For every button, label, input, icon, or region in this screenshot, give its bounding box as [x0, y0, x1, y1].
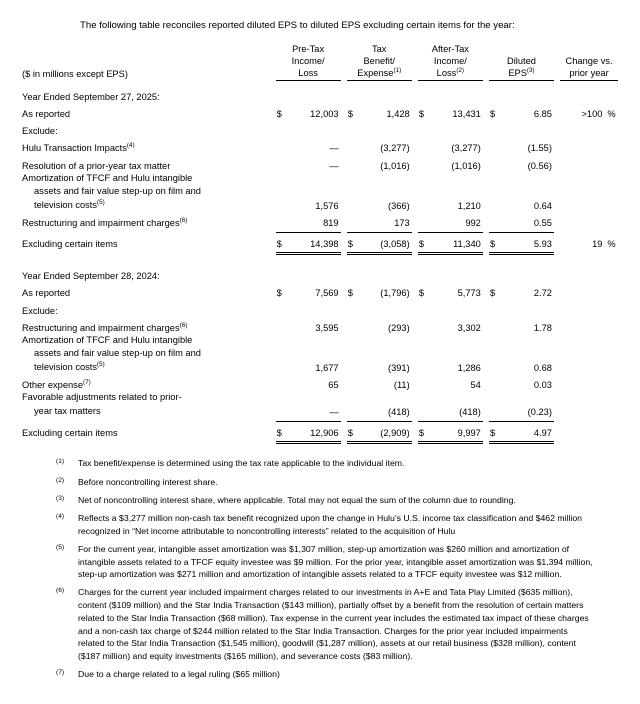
header-line-1: Change vs. — [565, 55, 613, 66]
footnote-item — [56, 494, 596, 507]
total-change — [560, 422, 603, 439]
value-pretax: 3,595 — [315, 322, 339, 333]
footnote-item — [56, 586, 596, 662]
footnote-ref: (3) — [526, 67, 535, 75]
value-eps: 0.03 — [533, 380, 552, 391]
header-line-1: Tax — [371, 43, 387, 54]
row-label-text: Other expense — [22, 380, 83, 391]
currency-symbol: $ — [490, 428, 496, 439]
total-double-rule — [418, 441, 483, 444]
total-pretax: 14,398 — [310, 239, 339, 250]
total-eps: 4.97 — [533, 428, 552, 439]
header-line-1: After-Tax — [431, 43, 469, 54]
row-label — [22, 374, 276, 391]
header-line-3: Expense — [357, 68, 394, 79]
value-aftertax: (3,277) — [451, 143, 481, 154]
value-eps: 1.78 — [533, 322, 552, 333]
row-label: Resolution of a prior-year tax matter — [22, 160, 171, 171]
total-row — [22, 422, 618, 439]
footnote-marker: (2) — [56, 476, 65, 484]
value-tax: 173 — [394, 217, 410, 228]
header-line-3: Loss — [298, 68, 318, 79]
currency-symbol: $ — [276, 288, 282, 299]
table-row — [22, 155, 618, 172]
value-eps: 0.68 — [533, 362, 552, 373]
currency-symbol: $ — [276, 428, 282, 439]
value-eps: (0.23) — [527, 406, 552, 417]
currency-symbol: $ — [347, 288, 353, 299]
total-tax: (2,909) — [380, 428, 410, 439]
footnote-marker: (3) — [56, 494, 65, 502]
value-pretax: — — [329, 406, 339, 417]
footnote-marker: (5) — [56, 543, 65, 551]
footnote-ref: (7) — [82, 379, 91, 387]
row-label-line-3 — [22, 199, 276, 212]
value-change — [560, 374, 603, 391]
value-pretax: 65 — [328, 380, 339, 391]
row-label-line-3 — [22, 361, 276, 374]
value-aftertax: 1,286 — [457, 362, 481, 373]
footnote-marker: (6) — [56, 587, 65, 595]
value-aftertax: 5,773 — [457, 288, 481, 299]
table-row — [22, 212, 618, 229]
table-row — [22, 317, 618, 334]
row-label-text: Hulu Transaction Impacts — [22, 143, 127, 154]
value-eps: (0.56) — [527, 160, 552, 171]
value-pretax: 819 — [323, 217, 339, 228]
section-title: Year Ended September 27, 2025: — [22, 91, 160, 102]
row-label-line-2: assets and fair value step-up on film and — [34, 348, 201, 359]
total-label: Excluding certain items — [22, 428, 118, 439]
footnote-text: Reflects a $3,277 million non-cash tax benefit recognized upon the change in Hulu’s U.S. income tax classification and $462 million recognized in “Net income attributable to noncontrolling interests” related to the acquisition of Hulu — [78, 512, 583, 536]
value-aftertax: (1,016) — [451, 160, 481, 171]
currency-symbol — [489, 137, 500, 154]
value-pretax: 1,677 — [315, 362, 339, 373]
value-pretax: — — [329, 143, 339, 154]
section-title-row — [22, 86, 618, 103]
row-label-line-1: Amortization of TFCF and Hulu intangible — [22, 335, 193, 346]
stub-header: ($ in millions except EPS) — [22, 68, 128, 79]
currency-symbol: $ — [490, 109, 496, 119]
currency-symbol — [418, 137, 429, 154]
value-tax: 1,428 — [386, 109, 410, 119]
row-label — [22, 172, 276, 212]
value-change — [560, 283, 603, 300]
percent-symbol: % — [607, 239, 616, 250]
header-line-2: prior year — [569, 68, 609, 79]
header-line-2: Benefit/ — [363, 55, 395, 66]
footnote-text: Due to a charge related to a legal ruling ($65 million) — [78, 669, 280, 680]
value-aftertax: 13,431 — [452, 109, 481, 119]
percent-symbol — [603, 422, 618, 439]
row-label — [22, 334, 276, 374]
currency-symbol — [276, 137, 287, 154]
footnote-text: Tax benefit/expense is determined using the tax rate applicable to the individual item. — [78, 458, 405, 469]
row-label: As reported — [22, 288, 71, 299]
value-pretax: — — [329, 160, 339, 171]
row-label-text: television costs — [34, 199, 98, 210]
currency-symbol: $ — [418, 109, 425, 119]
total-label: Excluding certain items — [22, 239, 118, 250]
value-aftertax: (418) — [459, 406, 481, 417]
row-label — [22, 212, 276, 229]
total-double-rule — [276, 441, 341, 444]
footnote-ref: (4) — [126, 142, 135, 150]
value-aftertax: 54 — [470, 380, 481, 391]
footnote-item — [56, 543, 596, 581]
row-label: Exclude: — [22, 126, 58, 137]
footnote-item — [56, 457, 596, 470]
row-label — [22, 137, 276, 154]
row-label-text: Restructuring and impairment charges — [22, 322, 180, 333]
footnote-ref: (2) — [456, 67, 465, 75]
header-line-2: Income/ — [291, 55, 325, 66]
row-label-text: television costs — [34, 361, 98, 372]
value-eps: 0.64 — [533, 200, 552, 211]
value-change — [560, 155, 603, 172]
column-header-aftertax — [418, 43, 483, 80]
value-change: >100 — [581, 109, 603, 119]
footnote-item — [56, 668, 596, 681]
value-pretax: 12,003 — [310, 109, 339, 119]
column-header-change — [560, 43, 618, 80]
footnote-marker: (1) — [56, 458, 65, 466]
spacer-row — [22, 255, 618, 265]
value-change — [560, 212, 603, 229]
column-header-diluted-eps — [489, 43, 554, 80]
table-row — [22, 120, 618, 137]
total-tax: (3,058) — [380, 239, 410, 250]
table-row — [22, 103, 618, 120]
total-row — [22, 233, 618, 250]
total-double-rule-row — [22, 439, 618, 444]
row-label-text: Restructuring and impairment charges — [22, 217, 180, 228]
value-change — [560, 172, 603, 212]
value-eps: 2.72 — [533, 288, 552, 299]
footnote-text: For the current year, intangible asset amortization was $1,307 million, step-up amortization was $260 million and amortization of intangible assets related to a TFCF equity investee was $9 million. For the prior year, intangible asset amortization was $1,394 million, step-up amortization was $271 million and amortization of intangible assets related to a TFCF equity investee was $12 million. — [78, 543, 593, 580]
currency-symbol: $ — [276, 239, 282, 250]
footnote-ref: (5) — [97, 360, 105, 368]
header-line-2: Income/ — [433, 55, 467, 66]
currency-symbol: $ — [347, 428, 353, 439]
footnote-ref: (1) — [393, 67, 402, 75]
value-change — [560, 334, 603, 374]
row-label: Exclude: — [22, 305, 58, 316]
table-row — [22, 172, 618, 212]
value-tax: (1,016) — [380, 160, 410, 171]
currency-symbol — [347, 137, 358, 154]
total-eps: 5.93 — [533, 239, 552, 250]
total-double-rule — [347, 441, 412, 444]
currency-symbol: $ — [347, 109, 353, 119]
value-tax: (418) — [387, 406, 410, 417]
intro-paragraph: The following table reconciles reported diluted EPS to diluted EPS excluding certain items for the year: — [80, 20, 515, 31]
value-eps: 6.85 — [533, 109, 552, 119]
table-row — [22, 300, 618, 317]
table-row — [22, 391, 618, 418]
footnote-text: Net of noncontrolling interest share, where applicable. Total may not equal the sum of the column due to rounding. — [78, 494, 516, 505]
footnotes-list — [22, 457, 618, 681]
section-title: Year Ended September 28, 2024: — [22, 271, 160, 282]
value-tax: (366) — [387, 200, 410, 211]
row-label: As reported — [22, 109, 71, 119]
header-line-3: Loss — [436, 68, 457, 79]
value-tax: (391) — [387, 362, 410, 373]
total-double-rule — [489, 441, 554, 444]
eps-reconciliation-table — [22, 43, 618, 445]
column-header-tax — [347, 43, 412, 80]
header-line-2: EPS — [508, 68, 527, 79]
footnote-text: Charges for the current year included impairment charges related to our investments in A+E and Tata Play Limited ($635 million), content ($109 million) and the Star India Transaction ($143 million), partially offset by a benefit from the resolution of certain matters related to the Star India Transaction ($68 million). Tax expense in the current year includes the estimated tax impact of these charges and a non-cash tax charge of $244 million related to the Star India Transaction. Charges for the prior year included impairments related to the Star India Transaction ($1,545 million), goodwill ($1,287 million), assets at our retail business ($328 million), content ($187 million) and equity investments ($165 million), and severance costs ($83 million). — [78, 587, 589, 661]
footnote-item — [56, 512, 596, 537]
table-header-row — [22, 43, 618, 80]
header-line-1: Pre-Tax — [292, 43, 325, 54]
total-pretax: 12,906 — [310, 428, 339, 439]
value-eps: (1.55) — [527, 143, 552, 154]
value-tax: (3,277) — [380, 143, 410, 154]
table-row — [22, 137, 618, 154]
currency-symbol: $ — [418, 428, 425, 439]
value-pretax: 7,569 — [315, 288, 339, 299]
footnote-ref: (6) — [179, 216, 188, 224]
total-aftertax: 11,340 — [453, 239, 481, 250]
footnote-ref: (6) — [179, 321, 188, 329]
currency-symbol: $ — [347, 239, 353, 250]
value-eps: 0.55 — [533, 217, 552, 228]
percent-symbol: % — [607, 109, 616, 119]
value-aftertax: 1,210 — [457, 200, 481, 211]
currency-symbol: $ — [490, 288, 496, 299]
row-label-line-2: year tax matters — [34, 405, 101, 416]
value-aftertax: 3,302 — [457, 322, 481, 333]
value-change — [560, 317, 603, 334]
row-label — [22, 391, 276, 418]
currency-symbol: $ — [276, 109, 282, 119]
footnote-ref: (5) — [97, 198, 105, 206]
currency-symbol: $ — [490, 239, 496, 250]
value-pretax: 1,576 — [315, 200, 339, 211]
total-aftertax: 9,997 — [457, 428, 481, 439]
row-label-line-1: Favorable adjustments related to prior- — [22, 392, 182, 403]
value-aftertax: 992 — [465, 217, 481, 228]
value-tax: (11) — [393, 380, 410, 391]
value-change — [560, 137, 603, 154]
value-tax: (293) — [387, 322, 410, 333]
footnote-text: Before noncontrolling interest share. — [78, 476, 218, 487]
table-row — [22, 334, 618, 374]
total-change: 19 — [592, 239, 603, 250]
footnote-item — [56, 476, 596, 489]
row-label — [22, 317, 276, 334]
value-change — [560, 391, 603, 418]
row-label-line-1: Amortization of TFCF and Hulu intangible — [22, 172, 193, 183]
value-tax: (1,796) — [380, 288, 410, 299]
currency-symbol: $ — [418, 239, 425, 250]
column-header-pretax — [276, 43, 341, 80]
footnote-marker: (4) — [56, 512, 65, 520]
footnote-marker: (7) — [56, 669, 65, 677]
table-row — [22, 374, 618, 391]
table-row — [22, 283, 618, 300]
section-title-row — [22, 265, 618, 282]
row-label-line-2: assets and fair value step-up on film and — [34, 186, 201, 197]
currency-symbol: $ — [418, 288, 425, 299]
header-line-1: Diluted — [507, 55, 536, 66]
